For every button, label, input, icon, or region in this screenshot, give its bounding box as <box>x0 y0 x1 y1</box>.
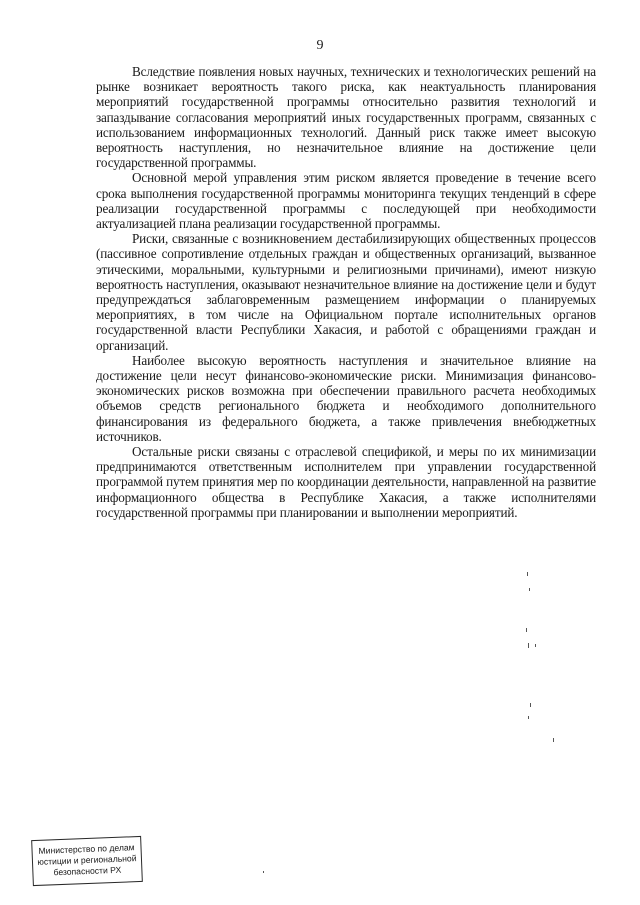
stamp-line: безопасности РХ <box>53 864 122 878</box>
paragraph-social-risks: Риски, связанные с возникновением дестабилизирующих общественных процессов (пассивное сопротивление отдельных граждан и общественных организаций, вызванное этическими, моральными, культурными и религиозными причинами), имеют низкую вероятность наступления, оказывают незначительное влияние на достижение цели и будут предупреждаться заблаговременным размещением информации о планируемых мероприятиях, в том числе на Официальном портале исполнительных органов государственной власти Республики Хакасия, и работой с обращениями граждан и организаций. <box>96 231 596 353</box>
page-number: 9 <box>316 38 324 53</box>
scan-speck <box>528 643 529 648</box>
paragraph-other-risks: Остальные риски связаны с отраслевой спецификой, и меры по их минимизации предпринимаются ответственным исполнителем при управлении государственной программой путем принятия мер по координации деятельности, направленной на развитие информационного общества в Республике Хакасия, а также исполнителями государственной программы при планировании и выполнении мероприятий. <box>96 444 596 520</box>
ministry-stamp <box>31 836 143 886</box>
scan-speck <box>535 644 536 647</box>
document-body <box>96 64 596 520</box>
scan-speck <box>526 628 527 632</box>
stamp-line: Министерство по делам <box>38 842 135 856</box>
scan-speck <box>553 738 554 742</box>
scan-speck <box>529 588 530 591</box>
scan-speck <box>263 871 264 873</box>
scan-speck <box>528 716 529 719</box>
scan-speck <box>527 572 528 576</box>
scan-speck <box>530 703 531 707</box>
paragraph-financial-risks: Наиболее высокую вероятность наступления и значительное влияние на достижение цели несут финансово-экономические риски. Минимизация финансово-экономических рисков возможна при обеспечении правильного расчета необходимых объемов средств регионального бюджета и необходимого дополнительного финансирования из федерального бюджета, а также привлечения внебюджетных источников. <box>96 352 596 444</box>
stamp-line: юстиции и региональной <box>37 853 137 867</box>
paragraph-risk-management: Основной мерой управления этим риском является проведение в течение всего срока выполнения государственной программы мониторинга текущих тенденций в сфере реализации государственной программы с последующей при необходимости актуализацией плана реализации государственной программы. <box>96 170 596 232</box>
paragraph-tech-risk: Вследствие появления новых научных, технических и технологических решений на рынке возникает вероятность такого риска, как неактуальность планирования мероприятий государственной программы относительно развития технологий и запаздывание согласования мероприятий иных государственных программ, связанных с использованием информационных технологий. Данный риск также имеет высокую вероятность наступления, но незначительное влияние на достижение цели государственной программы. <box>96 64 596 171</box>
